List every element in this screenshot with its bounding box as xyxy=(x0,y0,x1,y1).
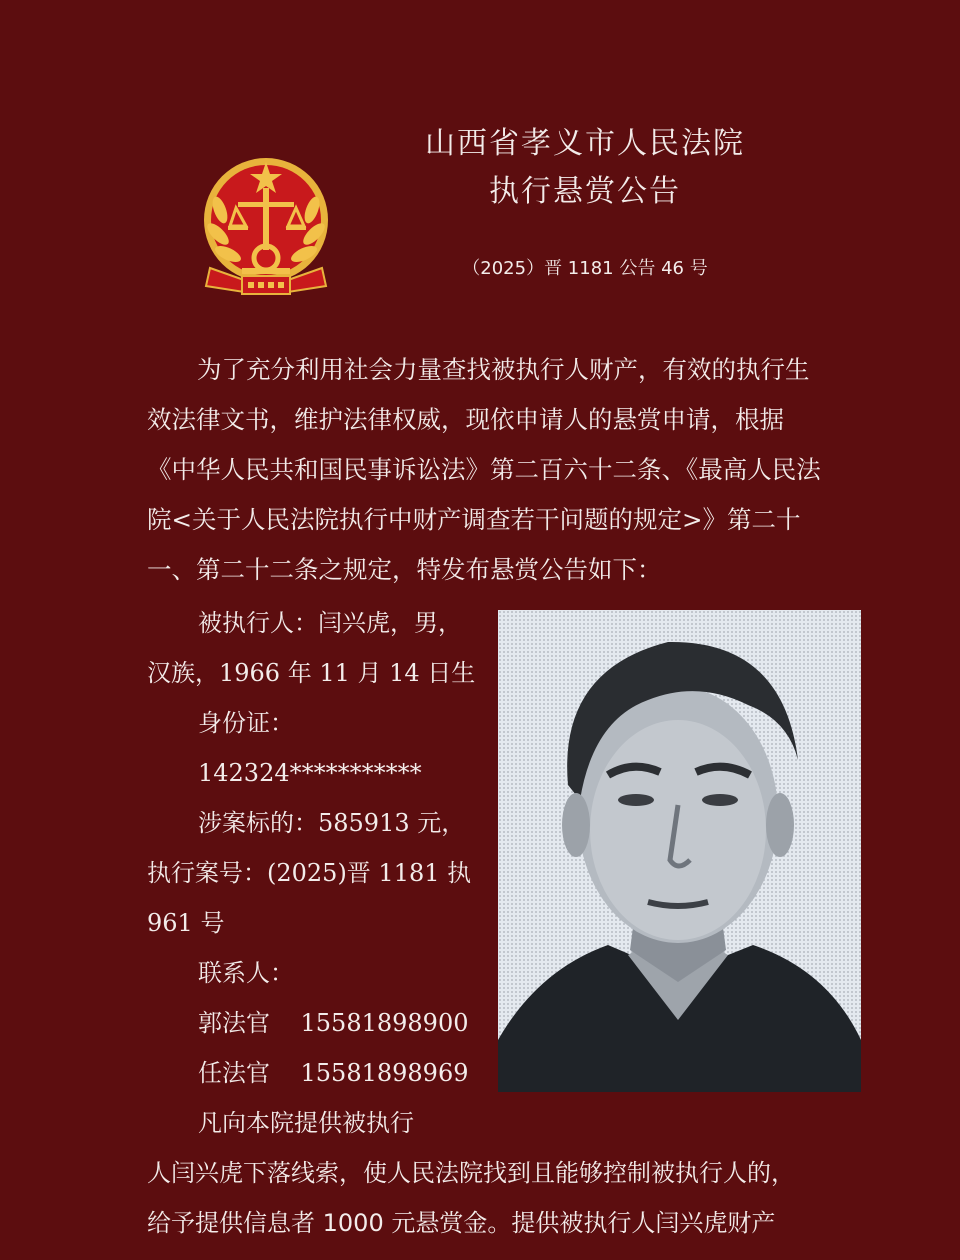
contact-label: 联系人： xyxy=(198,959,294,987)
offer-line-1: 凡向本院提供被执行 xyxy=(198,1109,414,1137)
contact-phone[interactable]: 15581898969 xyxy=(300,1059,469,1087)
reward-offer xyxy=(147,1098,827,1248)
id-label: 身份证： xyxy=(198,709,294,737)
subject-name-line: 被执行人：闫兴虎，男， xyxy=(198,609,462,637)
offer-line-3-end: 元悬赏金。提供被执行人闫兴虎财产 xyxy=(383,1209,776,1237)
notice-header xyxy=(395,120,775,216)
case-number-line-2: 961 号 xyxy=(147,909,225,937)
case-number-line-1: 执行案号：(2025)晋 1181 执 xyxy=(147,859,472,887)
subject-birth-line: 汉族，1966 年 11 月 14 日生 xyxy=(147,659,476,687)
case-amount: 涉案标的：585913 元， xyxy=(198,809,466,837)
reward-amount: 1000 xyxy=(322,1209,384,1237)
contact-name: 任法官 xyxy=(198,1059,270,1087)
contact-row xyxy=(147,998,487,1048)
contact-row xyxy=(147,1048,487,1098)
offer-line-3 xyxy=(147,1198,827,1248)
offer-line-2: 人闫兴虎下落线索，使人民法院找到且能够控制被执行人的， xyxy=(147,1159,795,1187)
id-value: 142324*********** xyxy=(198,759,422,787)
notice-title: 执行悬赏公告 xyxy=(489,174,681,209)
subject-photo xyxy=(498,610,861,1092)
case-reference: （2025）晋 1181 公告 46 号 xyxy=(462,258,708,279)
intro-paragraph xyxy=(147,345,822,595)
contact-phone[interactable]: 15581898900 xyxy=(300,1009,469,1037)
subject-info xyxy=(147,598,487,1098)
court-emblem-icon xyxy=(192,150,340,302)
contact-name: 郭法官 xyxy=(198,1009,270,1037)
court-name: 山西省孝义市人民法院 xyxy=(425,126,745,161)
intro-text: 为了充分利用社会力量查找被执行人财产，有效的执行生效法律文书，维护法律权威，现依申请人的悬赏申请，根据《中华人民共和国民事诉讼法》第二百六十二条、《最高人民法院<关于人民法院执行中财产调查若干问题的规定>》第二十一、第二十二条之规定，特发布悬赏公告如下： xyxy=(147,355,821,584)
offer-line-3-start: 给予提供信息者 xyxy=(147,1209,323,1237)
